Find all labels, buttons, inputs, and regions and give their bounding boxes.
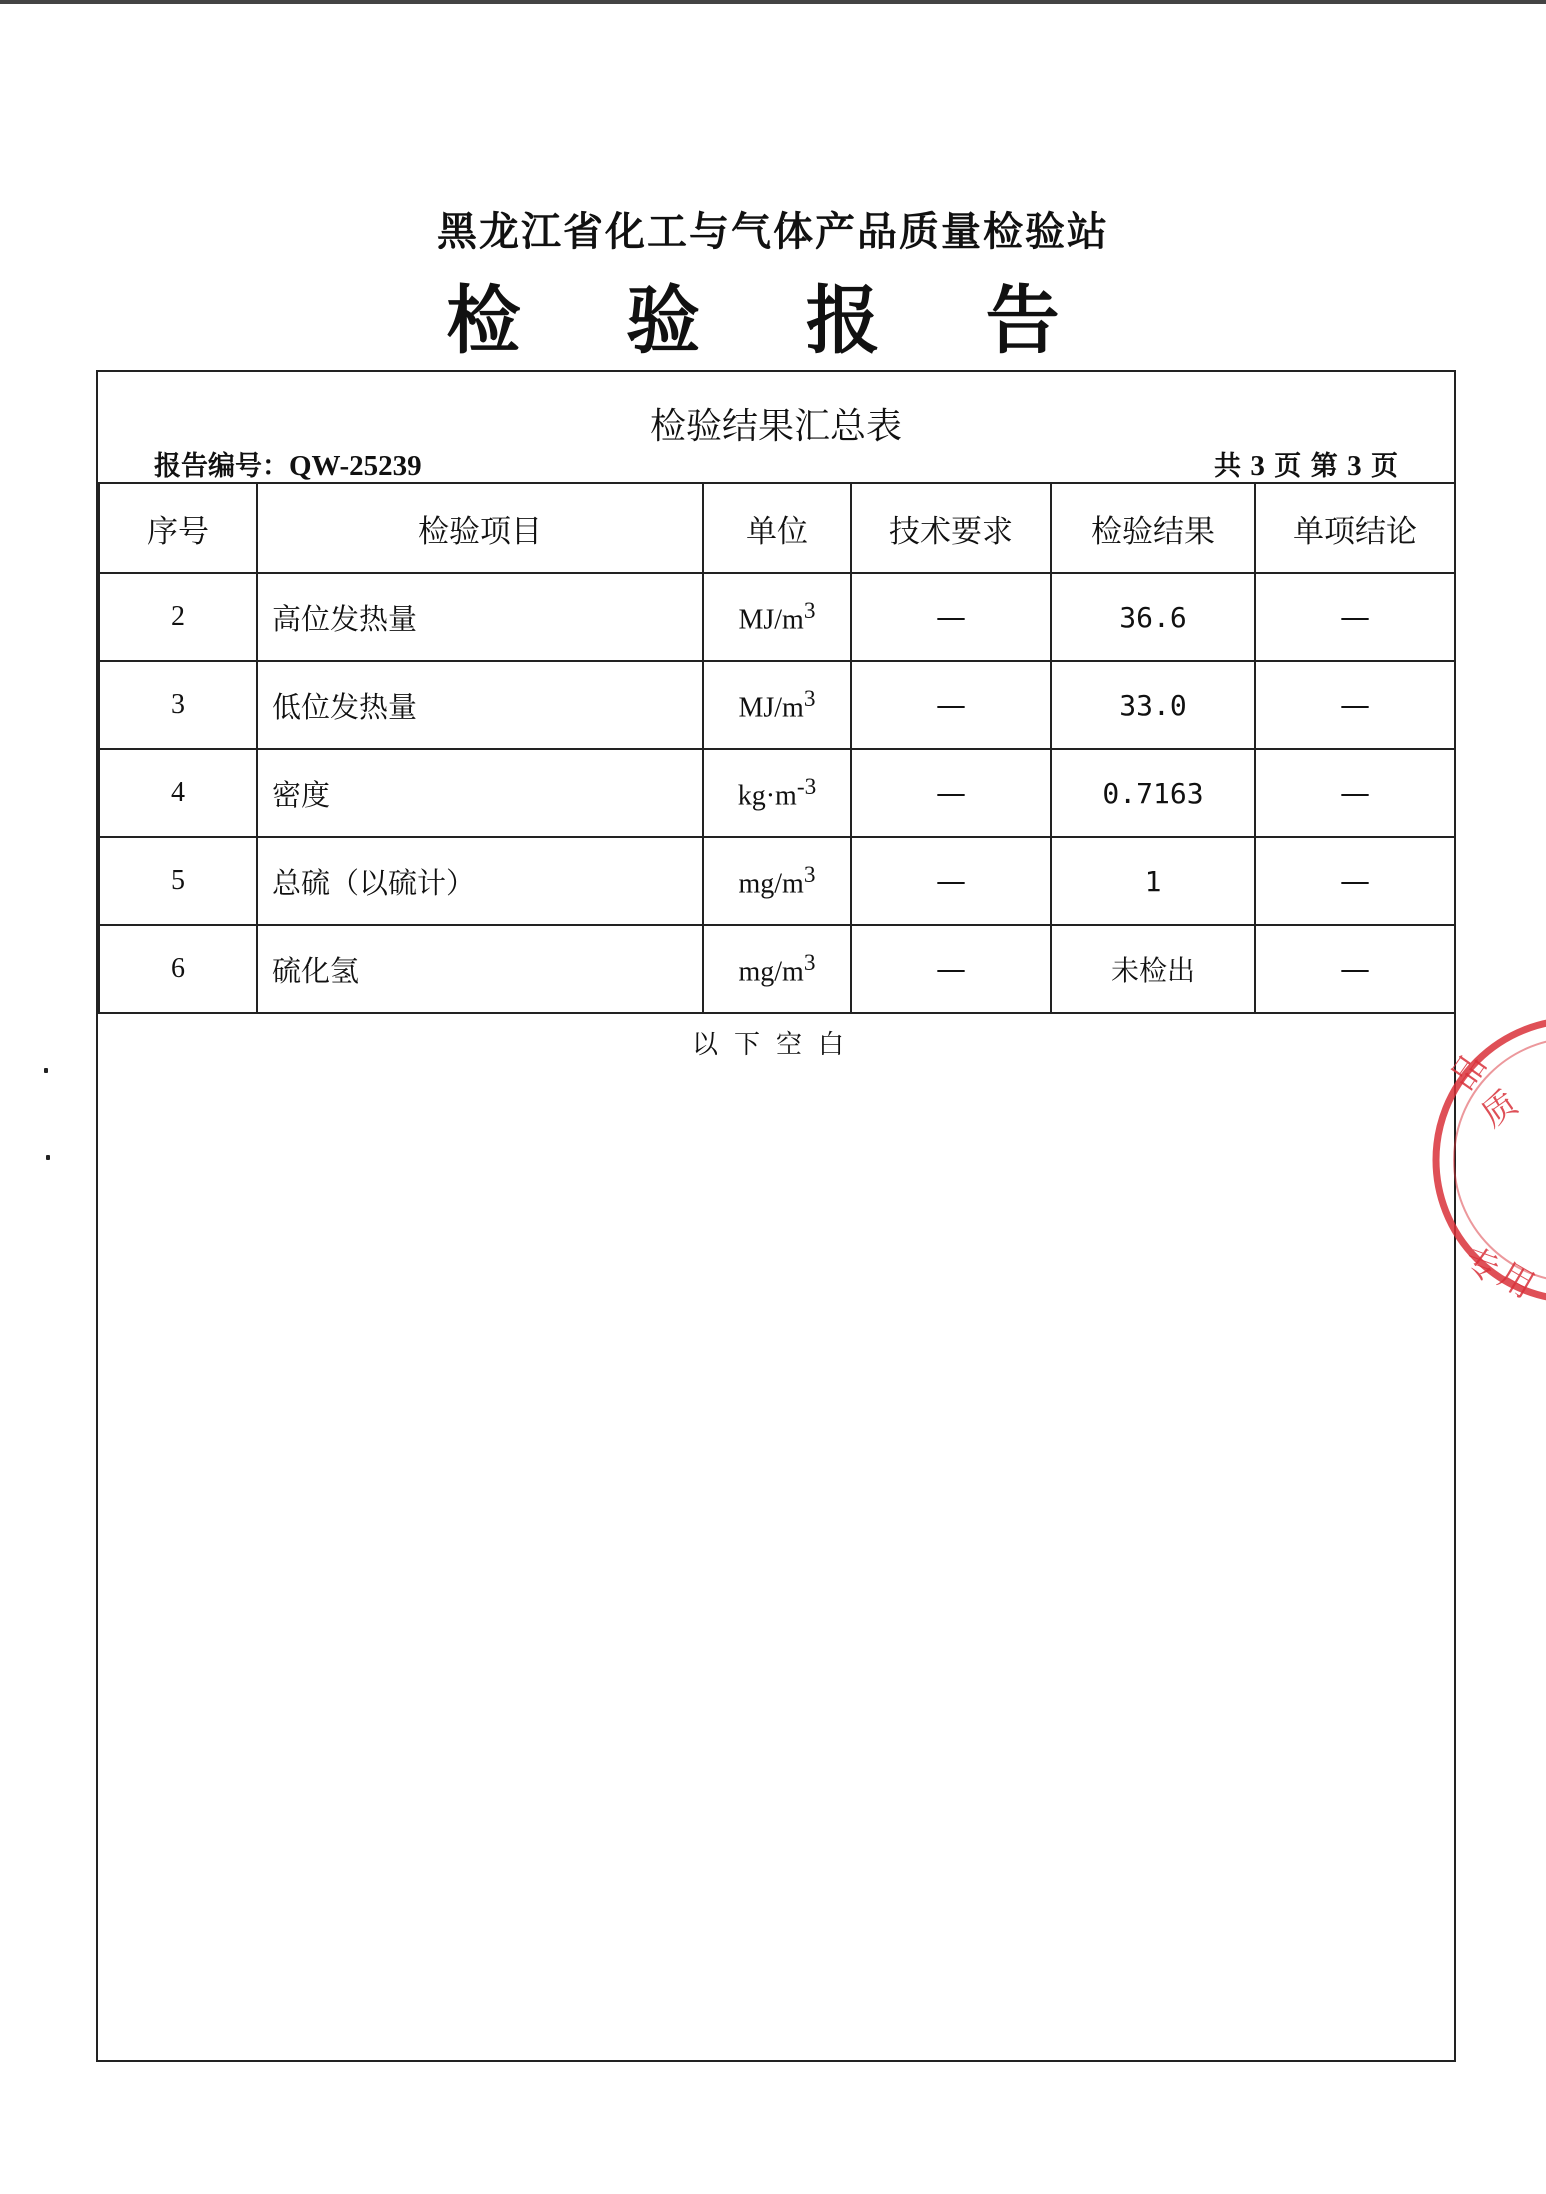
page-total-suffix: 页: [1274, 451, 1302, 482]
page-indicator: [1214, 444, 1398, 483]
row-result: 36.6: [1051, 573, 1255, 661]
row-item: 低位发热量: [257, 661, 703, 749]
scan-speck: [44, 1068, 48, 1073]
table-row: [99, 837, 1455, 925]
row-seq: 3: [99, 661, 257, 749]
row-requirement: —: [851, 925, 1051, 1013]
header-result: 检验结果: [1051, 483, 1255, 573]
row-requirement: —: [851, 837, 1051, 925]
row-requirement: —: [851, 661, 1051, 749]
page-current-suffix: 页: [1371, 451, 1398, 482]
row-seq: 6: [99, 925, 257, 1013]
blank-below-note: 以下空白: [691, 1030, 860, 1060]
report-number: [154, 444, 422, 483]
table-header-row: [99, 483, 1455, 573]
row-unit: $MJ/m^3$: [703, 661, 851, 749]
table-row: [99, 749, 1455, 837]
header-conclusion: 单项结论: [1255, 483, 1455, 573]
report-title: 检 验 报 告: [446, 278, 1100, 364]
row-conclusion: —: [1255, 925, 1455, 1013]
organization-name: 黑龙江省化工与气体产品质量检验站: [437, 208, 1109, 255]
page-top-edge: [0, 0, 1546, 4]
row-requirement: —: [851, 573, 1051, 661]
header-seq: 序号: [99, 483, 257, 573]
page-total-prefix: 共: [1213, 451, 1241, 482]
row-conclusion: —: [1255, 749, 1455, 837]
row-result: 未检出: [1051, 925, 1255, 1013]
table-row: [99, 661, 1455, 749]
row-item: 总硫（以硫计）: [257, 837, 703, 925]
row-conclusion: —: [1255, 837, 1455, 925]
row-seq: 5: [99, 837, 257, 925]
row-result: 0.7163: [1051, 749, 1255, 837]
row-requirement: —: [851, 749, 1051, 837]
summary-table-title: 检验结果汇总表: [649, 406, 902, 447]
row-conclusion: —: [1255, 661, 1455, 749]
official-seal-stamp: [1426, 1000, 1546, 1320]
page-current-prefix: 第: [1310, 451, 1338, 482]
header-unit: 单位: [703, 483, 851, 573]
scan-speck: [46, 1155, 50, 1160]
row-seq: 2: [99, 573, 257, 661]
row-item: 硫化氢: [257, 925, 703, 1013]
row-seq: 4: [99, 749, 257, 837]
row-unit: $mg/m^3$: [703, 837, 851, 925]
row-unit: $kg\cdot m^{-3}$: [703, 749, 851, 837]
row-item: 密度: [257, 749, 703, 837]
page-current-value: 3: [1347, 450, 1362, 482]
row-unit: $mg/m^3$: [703, 925, 851, 1013]
svg-text:用: 用: [1491, 1255, 1541, 1307]
svg-text:专: 专: [1458, 1240, 1505, 1291]
row-result: 33.0: [1051, 661, 1255, 749]
report-number-label: 报告编号：: [154, 451, 289, 482]
row-unit: $MJ/m^3$: [703, 573, 851, 661]
table-row: [99, 573, 1455, 661]
svg-text:品: 品: [1442, 1046, 1495, 1098]
header-requirement: 技术要求: [851, 483, 1051, 573]
table-row: [99, 925, 1455, 1013]
row-conclusion: —: [1255, 573, 1455, 661]
row-item: 高位发热量: [257, 573, 703, 661]
header-item: 检验项目: [257, 483, 703, 573]
svg-text:质: 质: [1474, 1083, 1526, 1136]
report-number-value: QW-25239: [289, 450, 422, 482]
page-total-value: 3: [1250, 450, 1265, 482]
results-table: [98, 482, 1456, 1014]
row-result: 1: [1051, 837, 1255, 925]
summary-frame: [96, 370, 1456, 2062]
